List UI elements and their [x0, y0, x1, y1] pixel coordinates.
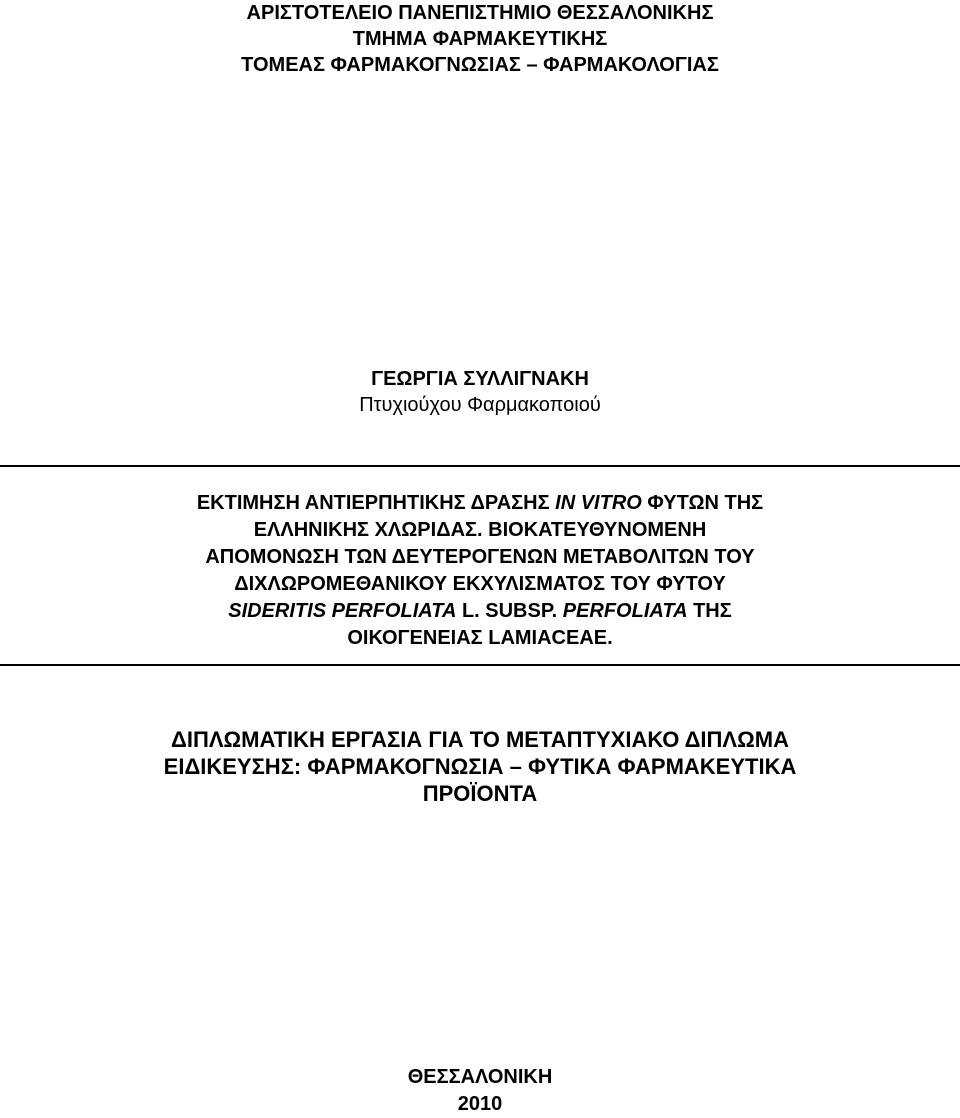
title-top-divider: [0, 465, 960, 467]
title-text: L. SUBSP.: [456, 600, 563, 622]
university-name: ΑΡΙΣΤΟΤΕΛΕΙΟ ΠΑΝΕΠΙΣΤΗΜΙΟ ΘΕΣΣΑΛΟΝΙΚΗΣ: [246, 2, 714, 24]
author-block: [0, 366, 960, 418]
degree-statement: [0, 726, 960, 807]
author-qualification: Πτυχιούχου Φαρμακοποιού: [359, 394, 601, 416]
degree-line-2: ΕΙΔΙΚΕΥΣΗΣ: ΦΑΡΜΑΚΟΓΝΩΣΙΑ – ΦΥΤΙΚΑ ΦΑΡΜΑΚΕΥΤΙΚΑ: [163, 754, 797, 779]
title-italic-in-vitro: IN VITRO: [555, 492, 642, 514]
title-line-2: ΕΛΛΗΝΙΚΗΣ ΧΛΩΡΙΔΑΣ. ΒΙΟΚΑΤΕΥΘΥΝΟΜΕΝΗ: [253, 519, 707, 541]
title-line-1: [0, 490, 960, 517]
title-line-6: ΟΙΚΟΓΕΝΕΙΑΣ LAMIACEAE.: [347, 627, 613, 649]
title-line-4: ΔΙΧΛΩΡΟΜΕΘΑΝΙΚΟΥ ΕΚΧΥΛΙΣΜΑΤΟΣ ΤΟΥ ΦΥΤΟΥ: [234, 573, 726, 595]
title-text: ΕΚΤΙΜΗΣΗ ΑΝΤΙΕΡΠΗΤΙΚΗΣ ΔΡΑΣΗΣ: [196, 492, 556, 514]
thesis-title: [0, 490, 960, 652]
title-line-3: ΑΠΟΜΟΝΩΣΗ ΤΩΝ ΔΕΥΤΕΡΟΓΕΝΩΝ ΜΕΤΑΒΟΛΙΤΩΝ ΤΟΥ: [205, 546, 755, 568]
title-bottom-divider: [0, 664, 960, 666]
title-text: ΤΗΣ: [687, 600, 732, 622]
degree-line-1: ΔΙΠΛΩΜΑΤΙΚΗ ΕΡΓΑΣΙΑ ΓΙΑ ΤΟ ΜΕΤΑΠΤΥΧΙΑΚΟ ΔΙΠΛΩΜΑ: [171, 727, 789, 752]
city: ΘΕΣΣΑΛΟΝΙΚΗ: [407, 1066, 553, 1088]
sector-name: ΤΟΜΕΑΣ ΦΑΡΜΑΚΟΓΝΩΣΙΑΣ – ΦΑΡΜΑΚΟΛΟΓΙΑΣ: [241, 54, 719, 76]
year: 2010: [457, 1093, 503, 1115]
author-name: ΓΕΩΡΓΙΑ ΣΥΛΛΙΓΝΑΚΗ: [371, 368, 589, 390]
title-line-5: [0, 598, 960, 625]
institution-header: [0, 0, 960, 78]
place-and-year: [0, 1064, 960, 1118]
title-text: ΦΥΤΩΝ ΤΗΣ: [641, 492, 764, 514]
department-name: ΤΜΗΜΑ ΦΑΡΜΑΚΕΥΤΙΚΗΣ: [352, 28, 608, 50]
degree-line-3: ΠΡΟΪΟΝΤΑ: [422, 781, 538, 806]
title-italic-species: SIDERITIS PERFOLIATA: [228, 600, 457, 622]
title-italic-subspecies: PERFOLIATA: [562, 600, 688, 622]
